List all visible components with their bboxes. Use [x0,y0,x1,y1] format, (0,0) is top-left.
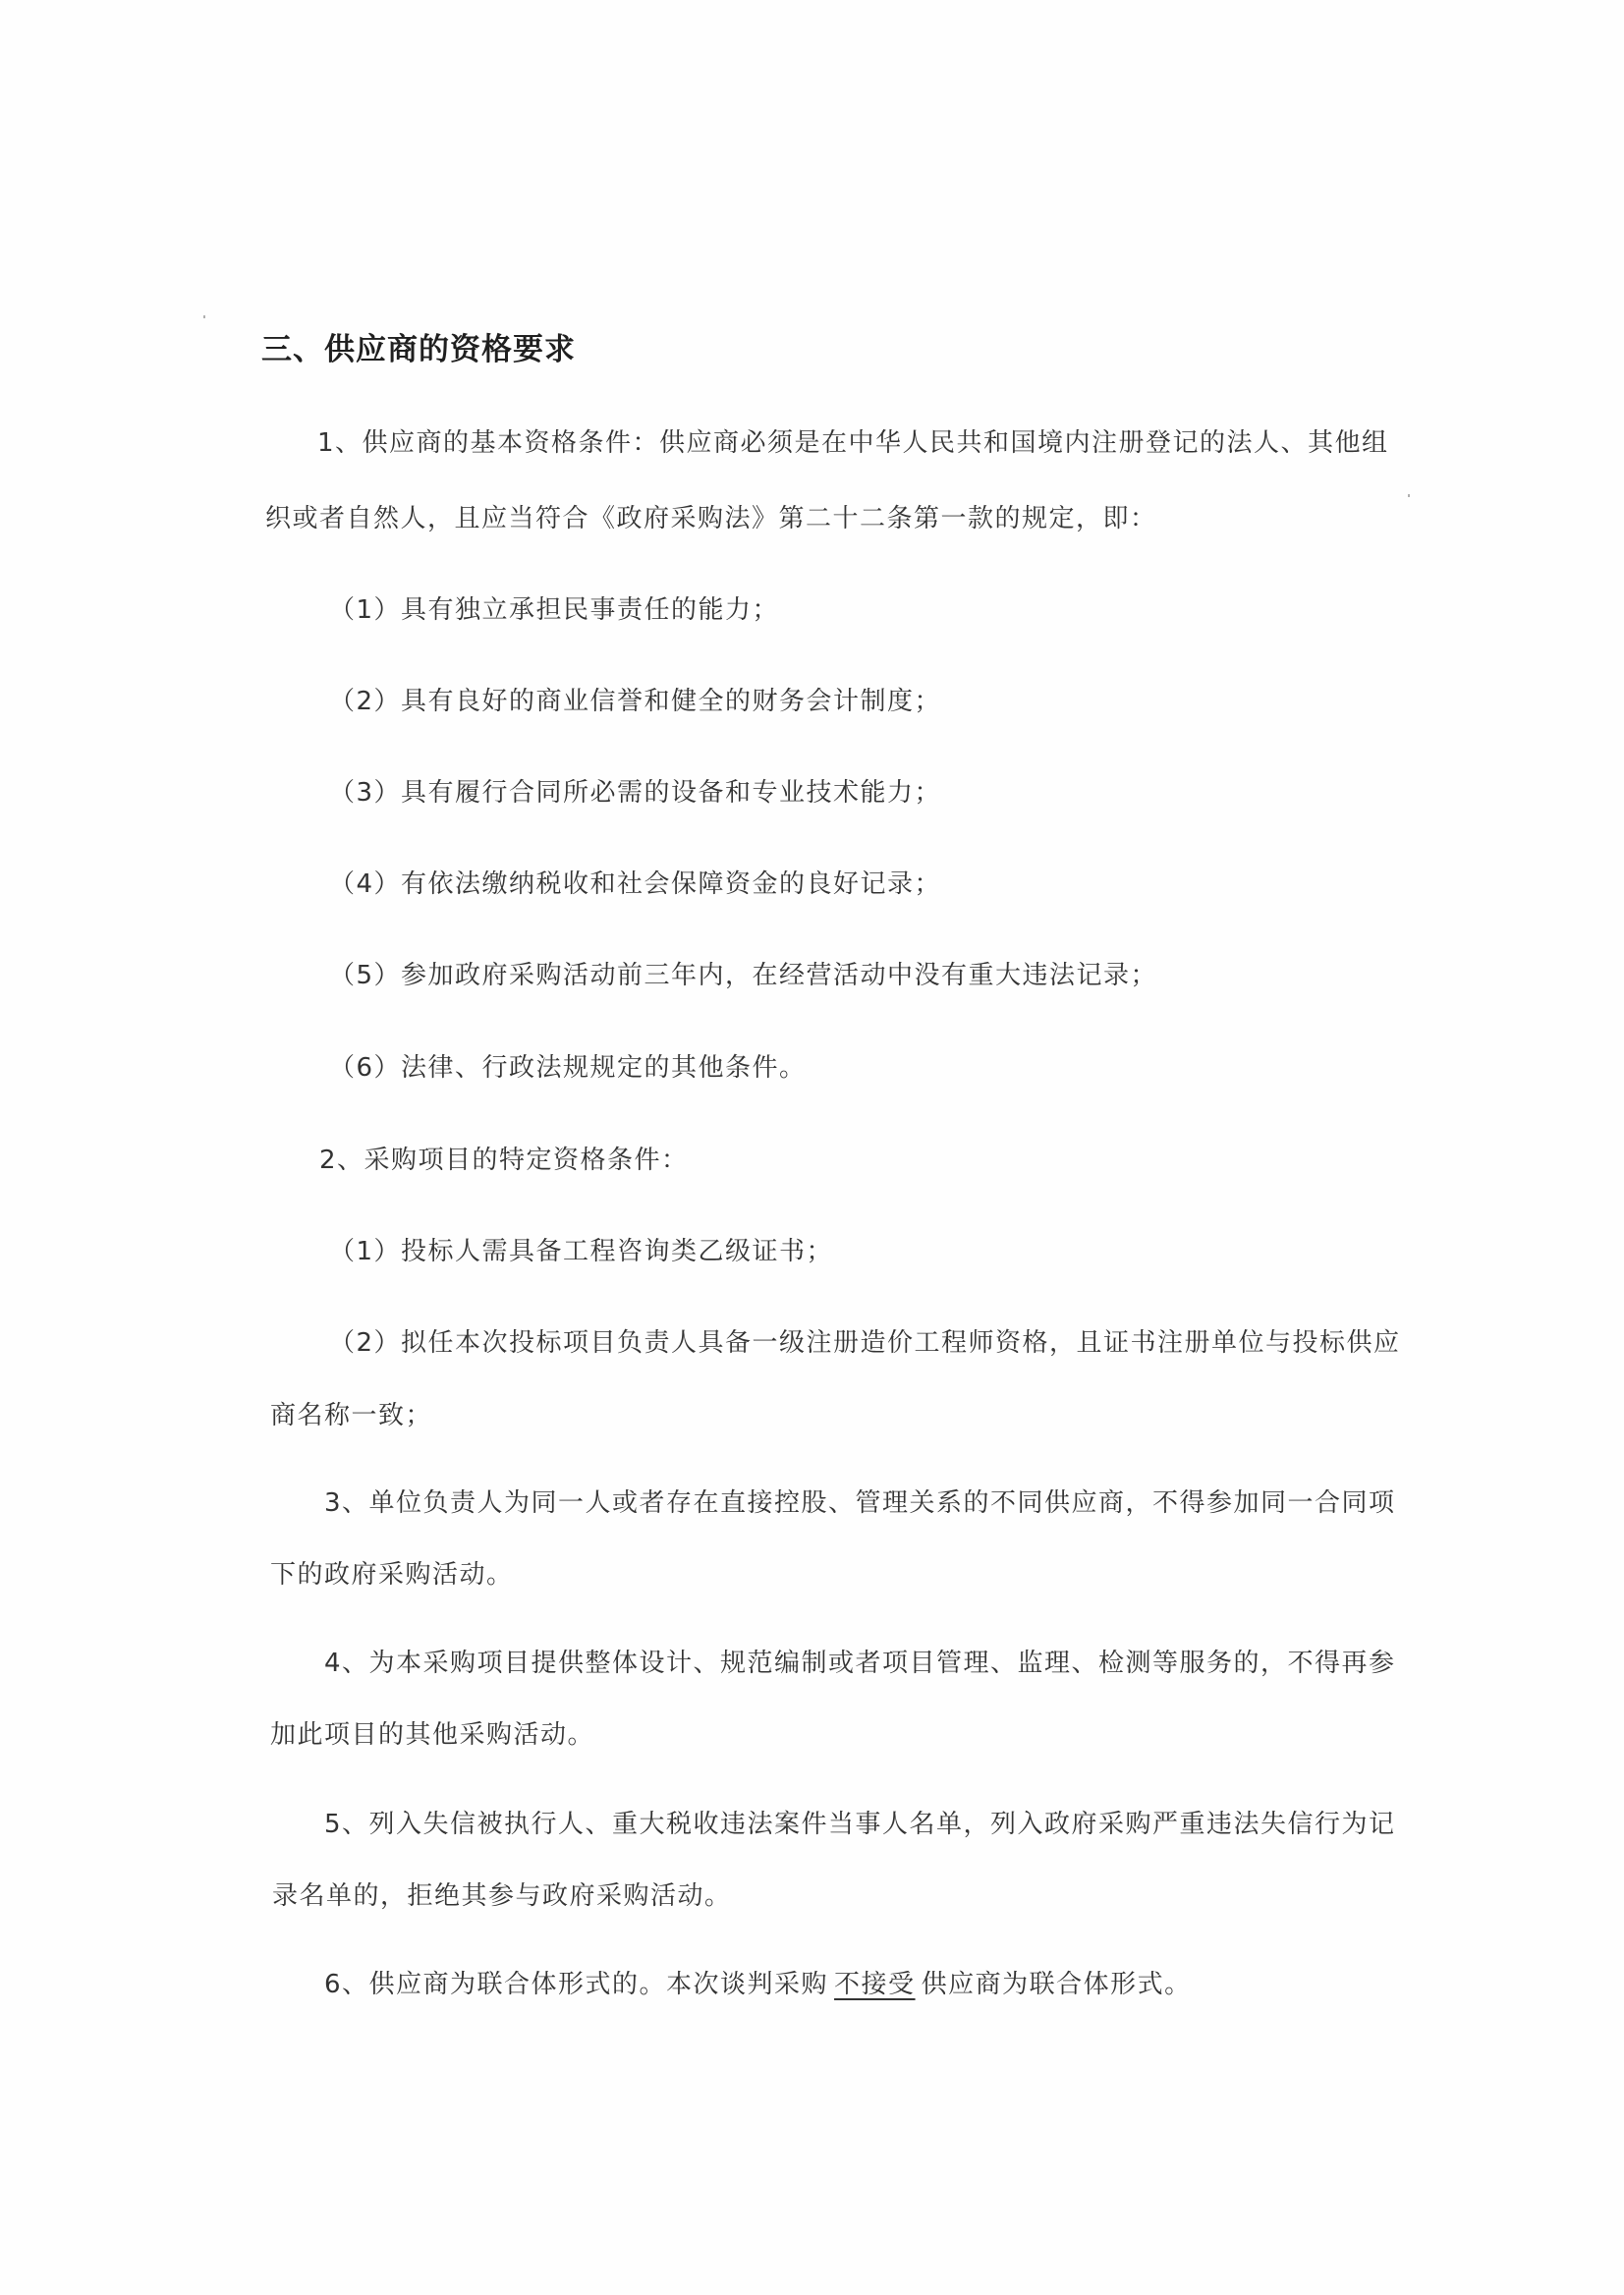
scan-speck [1408,494,1410,497]
paragraph-6 [324,1964,1192,2000]
paragraph-6-suffix: 供应商为联合体形式。 [921,1970,1192,1999]
item-1-2: （2）具有良好的商业信誉和健全的财务会计制度； [329,687,942,716]
paragraph-1-line-2: 织或者自然人，且应当符合《政府采购法》第二十二条第一款的规定，即： [265,504,1157,533]
fill-in-blank: 不接受 [834,1970,916,1999]
paragraph-5-line-2: 录名单的，拒绝其参与政府采购活动。 [272,1881,732,1911]
paragraph-4-line-2: 加此项目的其他采购活动。 [270,1720,595,1750]
item-1-3: （3）具有履行合同所必需的设备和专业技术能力； [329,778,942,808]
item-1-6: （6）法律、行政法规规定的其他条件。 [329,1053,807,1083]
paragraph-1-line-1: 1、供应商的基本资格条件：供应商必须是在中华人民共和国境内注册登记的法人、其他组 [317,428,1389,458]
paragraph-3-line-1: 3、单位负责人为同一人或者存在直接控股、管理关系的不同供应商，不得参加同一合同项 [324,1488,1396,1518]
item-1-4: （4）有依法缴纳税收和社会保障资金的良好记录； [329,869,942,899]
item-1-1: （1）具有独立承担民事责任的能力； [329,595,780,625]
item-2-1: （1）投标人需具备工程咨询类乙级证书； [329,1237,834,1266]
section-heading: 三、供应商的资格要求 [261,332,576,367]
paragraph-5-line-1: 5、列入失信被执行人、重大税收违法案件当事人名单，列入政府采购严重违法失信行为记 [324,1810,1396,1839]
paragraph-2: 2、采购项目的特定资格条件： [319,1146,689,1175]
scan-speck [203,315,205,318]
paragraph-3-line-2: 下的政府采购活动。 [270,1560,514,1590]
paragraph-6-prefix: 6、供应商为联合体形式的。本次谈判采购 [324,1970,829,1999]
item-1-5: （5）参加政府采购活动前三年内，在经营活动中没有重大违法记录； [329,961,1158,990]
item-2-2-line-2: 商名称一致； [270,1401,433,1430]
item-2-2-line-1: （2）拟任本次投标项目负责人具备一级注册造价工程师资格，且证书注册单位与投标供应 [329,1328,1401,1358]
paragraph-4-line-1: 4、为本采购项目提供整体设计、规范编制或者项目管理、监理、检测等服务的，不得再参 [324,1649,1396,1678]
